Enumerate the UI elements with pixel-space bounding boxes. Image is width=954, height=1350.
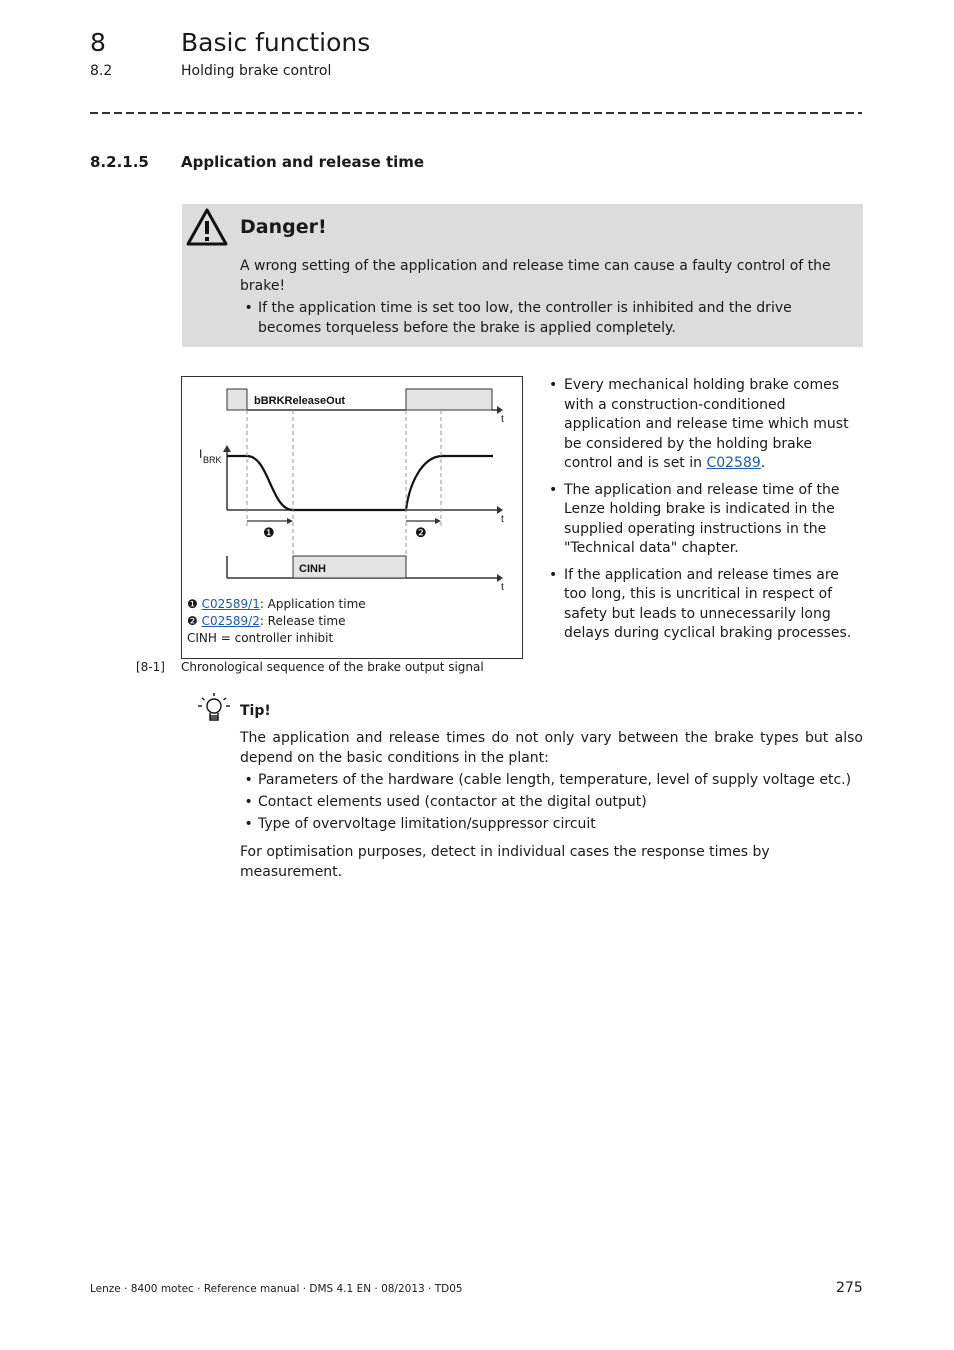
bullet-icon: •	[549, 377, 558, 393]
signal-label-cinh: CINH	[299, 563, 326, 575]
current-axis-arrow	[223, 445, 231, 452]
release-signal-high-segment	[406, 389, 492, 410]
list-item: • Parameters of the hardware (cable length, temperature, level of supply voltage etc.)	[240, 771, 863, 791]
t-label: t	[501, 414, 504, 425]
tip-paragraph: The application and release times do not only vary between the brake types but also depend on the basic conditions in the plant:	[240, 730, 863, 766]
warning-triangle-icon	[185, 207, 229, 251]
footer-document-info: Lenze · 8400 motec · Reference manual · DMS 4.1 EN · 08/2013 · TD05	[90, 1283, 463, 1295]
page-number: 275	[836, 1280, 863, 1296]
list-item: • If the application time is set too low, the controller is inhibited and the drive becomes torqueless before the brake is applied completely.	[240, 299, 850, 338]
t-label: t	[501, 582, 504, 593]
brake-current-curve	[227, 456, 493, 510]
bullet-icon: •	[240, 816, 253, 832]
release-signal-low-segment	[227, 389, 247, 410]
subsection-number: 8.2.1.5	[90, 153, 149, 171]
section-title: Holding brake control	[181, 63, 332, 79]
danger-bullet-list	[240, 299, 850, 338]
figure-caption: Chronological sequence of the brake output signal	[181, 660, 484, 674]
tip-closing-text: For optimisation purposes, detect in individual cases the response times by measurement.	[240, 844, 770, 880]
chapter-number: 8	[90, 28, 106, 57]
current-label-subscript: BRK	[203, 455, 222, 465]
legend-item: ❶ C02589/1: Application time	[187, 597, 366, 611]
timing-diagram	[181, 376, 523, 596]
danger-title: Danger!	[240, 216, 327, 238]
right-bullet-list	[549, 376, 859, 651]
figure-number: [8-1]	[136, 660, 165, 674]
subsection-title: Application and release time	[181, 153, 425, 171]
legend-link-c02589-2[interactable]: C02589/2	[201, 614, 260, 628]
legend-item: ❷ C02589/2: Release time	[187, 614, 346, 628]
bullet-icon: •	[549, 481, 558, 498]
lightbulb-icon	[197, 692, 231, 730]
current-label: I	[199, 447, 203, 461]
list-item: • If the application and release times are too long, this is uncritical in respect of safety but leads to unnecessarily long delays during cyclical braking processes.	[549, 566, 859, 644]
legend-link-c02589-1[interactable]: C02589/1	[201, 597, 260, 611]
bullet-icon: •	[240, 772, 253, 788]
list-item: • Contact elements used (contactor at the digital output)	[240, 793, 863, 813]
bullet-icon: •	[240, 794, 253, 810]
signal-label-release: bBRKReleaseOut	[254, 395, 346, 407]
list-item: • Every mechanical holding brake comes with a construction-conditioned application and release time which must be considered by the holding brake control and is set in C02589.	[549, 376, 859, 474]
section-number: 8.2	[90, 63, 113, 79]
tip-bullet-list	[240, 771, 863, 837]
marker-2: ❷	[415, 525, 427, 540]
time-axis-arrow	[497, 406, 503, 414]
tip-title: Tip!	[240, 703, 271, 719]
danger-text: A wrong setting of the application and release time can cause a faulty control of the brake!	[240, 258, 831, 294]
chapter-title: Basic functions	[181, 28, 371, 57]
list-item: • Type of overvoltage limitation/suppressor circuit	[240, 815, 863, 835]
list-item: • The application and release time of the Lenze holding brake is indicated in the supplied operating instructions in the "Technical data" chapter.	[549, 481, 859, 559]
bullet-icon: •	[549, 566, 558, 583]
header-divider	[90, 112, 862, 114]
marker-1: ❶	[263, 525, 275, 540]
link-c02589[interactable]: C02589	[706, 455, 761, 471]
t-label: t	[501, 514, 504, 525]
figure-legend	[187, 596, 366, 647]
legend-item: CINH = controller inhibit	[187, 631, 334, 645]
bullet-icon: •	[240, 300, 253, 316]
